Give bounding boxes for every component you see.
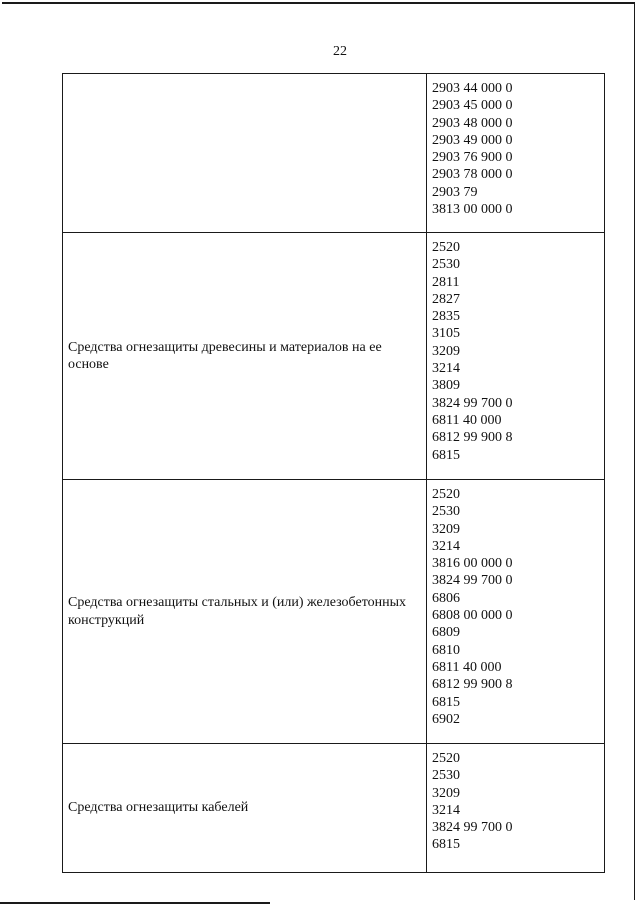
table-row bbox=[63, 74, 605, 233]
bottom-rule bbox=[0, 902, 270, 904]
product-name-cell bbox=[63, 480, 427, 744]
tn-ved-code: 3813 00 000 0 bbox=[432, 202, 513, 218]
tn-ved-code: 2811 bbox=[432, 274, 460, 290]
tn-ved-code: 2903 49 000 0 bbox=[432, 132, 513, 148]
product-name: Средства огнезащиты кабелей bbox=[68, 800, 249, 816]
tn-ved-code: 2903 44 000 0 bbox=[432, 81, 513, 96]
product-name-cell bbox=[63, 744, 427, 873]
tn-ved-code: 2520 bbox=[432, 751, 460, 766]
table-row bbox=[63, 233, 605, 480]
tn-ved-code: 6806 bbox=[432, 590, 460, 606]
tn-ved-code: 3824 99 700 0 bbox=[432, 395, 513, 411]
tn-ved-code: 3214 bbox=[432, 538, 460, 554]
tn-ved-code: 6815 bbox=[432, 694, 460, 710]
tn-ved-code: 6812 99 900 8 bbox=[432, 430, 513, 446]
tn-ved-code: 3105 bbox=[432, 326, 460, 342]
tn-ved-code: 6812 99 900 8 bbox=[432, 677, 513, 693]
code-list-cell bbox=[427, 74, 605, 233]
tn-ved-code: 2903 48 000 0 bbox=[432, 115, 513, 131]
tn-ved-code: 2835 bbox=[432, 309, 460, 325]
tn-ved-code: 6811 40 000 bbox=[432, 412, 502, 428]
product-name-cell bbox=[63, 74, 427, 233]
tn-ved-code: 2520 bbox=[432, 240, 460, 255]
page-number: 22 bbox=[333, 44, 347, 59]
tn-ved-code: 2903 79 bbox=[432, 184, 478, 200]
tn-ved-code: 3824 99 700 0 bbox=[432, 820, 513, 836]
tn-ved-code: 6815 bbox=[432, 837, 460, 853]
tn-ved-code: 6811 40 000 bbox=[432, 659, 502, 675]
tn-ved-code: 6810 bbox=[432, 642, 460, 658]
code-list-cell bbox=[427, 480, 605, 744]
product-codes-table bbox=[62, 73, 605, 873]
tn-ved-code: 3209 bbox=[432, 343, 460, 359]
tn-ved-code: 2903 76 900 0 bbox=[432, 150, 513, 166]
tn-ved-code: 2530 bbox=[432, 257, 460, 273]
tn-ved-code: 3214 bbox=[432, 802, 460, 818]
tn-ved-code: 3824 99 700 0 bbox=[432, 573, 513, 589]
table-row bbox=[63, 744, 605, 873]
tn-ved-code: 2520 bbox=[432, 487, 460, 502]
product-name: Средства огнезащиты древесины и материалов на ее основе bbox=[68, 339, 382, 372]
tn-ved-code: 3809 bbox=[432, 378, 460, 394]
tn-ved-code: 2530 bbox=[432, 768, 460, 784]
tn-ved-code: 3209 bbox=[432, 785, 460, 801]
tn-ved-code: 2903 45 000 0 bbox=[432, 98, 513, 114]
tn-ved-code: 6808 00 000 0 bbox=[432, 608, 513, 624]
tn-ved-code: 2827 bbox=[432, 291, 460, 307]
tn-ved-code: 2903 78 000 0 bbox=[432, 167, 513, 183]
tn-ved-code: 3214 bbox=[432, 361, 460, 377]
tn-ved-code: 6809 bbox=[432, 625, 460, 641]
tn-ved-code: 3816 00 000 0 bbox=[432, 556, 513, 572]
tn-ved-code: 3209 bbox=[432, 521, 460, 537]
product-name-cell bbox=[63, 233, 427, 480]
code-list-cell bbox=[427, 233, 605, 480]
code-list-cell bbox=[427, 744, 605, 873]
tn-ved-code: 6815 bbox=[432, 447, 460, 463]
tn-ved-code: 2530 bbox=[432, 504, 460, 520]
tn-ved-code: 6902 bbox=[432, 711, 460, 727]
table-row bbox=[63, 480, 605, 744]
product-name: Средства огнезащиты стальных и (или) железобетонных конструкций bbox=[68, 595, 407, 628]
